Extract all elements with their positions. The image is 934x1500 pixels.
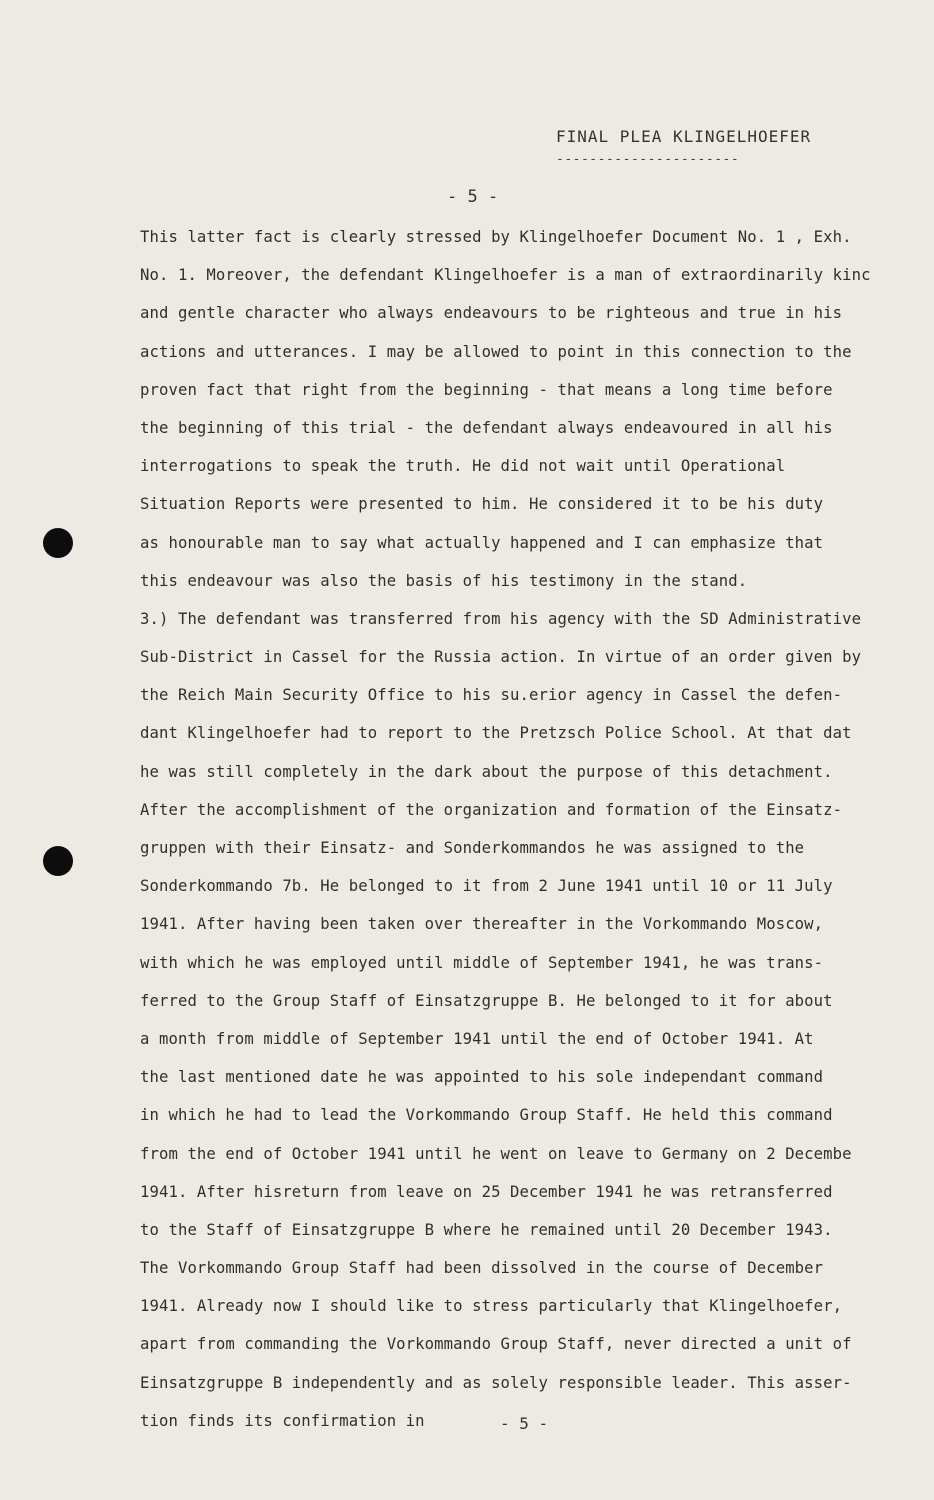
text-line: gruppen with their Einsatz- and Sonderkommandos he was assigned to the bbox=[140, 839, 805, 857]
text-line: and gentle character who always endeavours to be righteous and true in his bbox=[140, 304, 843, 323]
text-line: The Vorkommando Group Staff had been dissolved in the course of December bbox=[140, 1259, 824, 1278]
punch-hole bbox=[43, 528, 73, 558]
text-line: Sonderkommando 7b. He belonged to it from 2 June 1941 until 10 or 11 July bbox=[140, 877, 833, 896]
text-line: Sub-District in Cassel for the Russia action. In virtue of an order given by bbox=[140, 648, 862, 667]
text-line: After the accomplishment of the organization and formation of the Einsatz- bbox=[140, 800, 843, 819]
text-line: in which he had to lead the Vorkommando Group Staff. He held this command bbox=[140, 1106, 833, 1125]
text-line: proven fact that right from the beginning - that means a long time before bbox=[140, 380, 833, 399]
title-underline: ---------------------- bbox=[556, 152, 740, 167]
page-number-bottom: - 5 - bbox=[500, 1414, 549, 1433]
body-text bbox=[140, 218, 900, 1440]
text-line: 3.) The defendant was transferred from his agency with the SD Administrative bbox=[140, 609, 862, 628]
text-line: with which he was employed until middle of September 1941, he was trans- bbox=[140, 953, 824, 972]
text-line: This latter fact is clearly stressed by Klingelhoefer Document No. 1 , Exh. bbox=[140, 228, 852, 246]
text-line: ferred to the Group Staff of Einsatzgruppe B. He belonged to it for about bbox=[140, 991, 833, 1010]
text-line: a month from middle of September 1941 until the end of October 1941. At bbox=[140, 1029, 814, 1048]
text-line: 1941. After hisreturn from leave on 25 December 1941 he was retransferred bbox=[140, 1182, 833, 1201]
punch-hole bbox=[43, 846, 73, 876]
text-line: as honourable man to say what actually happened and I can emphasize that bbox=[140, 533, 824, 552]
text-line: the beginning of this trial - the defendant always endeavoured in all his bbox=[140, 418, 833, 437]
document-title: FINAL PLEA KLINGELHOEFER bbox=[556, 127, 812, 146]
text-line: the Reich Main Security Office to his su.erior agency in Cassel the defen- bbox=[140, 686, 843, 705]
text-line: dant Klingelhoefer had to report to the Pretzsch Police School. At that dat bbox=[140, 724, 852, 743]
text-line: this endeavour was also the basis of his testimony in the stand. bbox=[140, 571, 748, 590]
text-line: interrogations to speak the truth. He did not wait until Operational bbox=[140, 457, 786, 476]
text-line: No. 1. Moreover, the defendant Klingelhoefer is a man of extraordinarily kinc bbox=[140, 266, 871, 285]
text-line: Situation Reports were presented to him. He considered it to be his duty bbox=[140, 495, 824, 514]
text-line: Einsatzgruppe B independently and as solely responsible leader. This asser- bbox=[140, 1373, 852, 1392]
text-line: to the Staff of Einsatzgruppe B where he remained until 20 December 1943. bbox=[140, 1220, 833, 1239]
text-line: actions and utterances. I may be allowed to point in this connection to the bbox=[140, 342, 852, 361]
page-number-top: - 5 - bbox=[447, 187, 499, 207]
text-line: from the end of October 1941 until he went on leave to Germany on 2 Decembe bbox=[140, 1144, 852, 1163]
text-line: 1941. After having been taken over thereafter in the Vorkommando Moscow, bbox=[140, 915, 824, 934]
text-line: the last mentioned date he was appointed to his sole independant command bbox=[140, 1068, 824, 1087]
text-line: 1941. Already now I should like to stress particularly that Klingelhoefer, bbox=[140, 1297, 843, 1316]
text-line: he was still completely in the dark about the purpose of this detachment. bbox=[140, 762, 833, 781]
text-line: tion finds its confirmation in bbox=[140, 1411, 425, 1430]
text-line: apart from commanding the Vorkommando Group Staff, never directed a unit of bbox=[140, 1335, 852, 1354]
